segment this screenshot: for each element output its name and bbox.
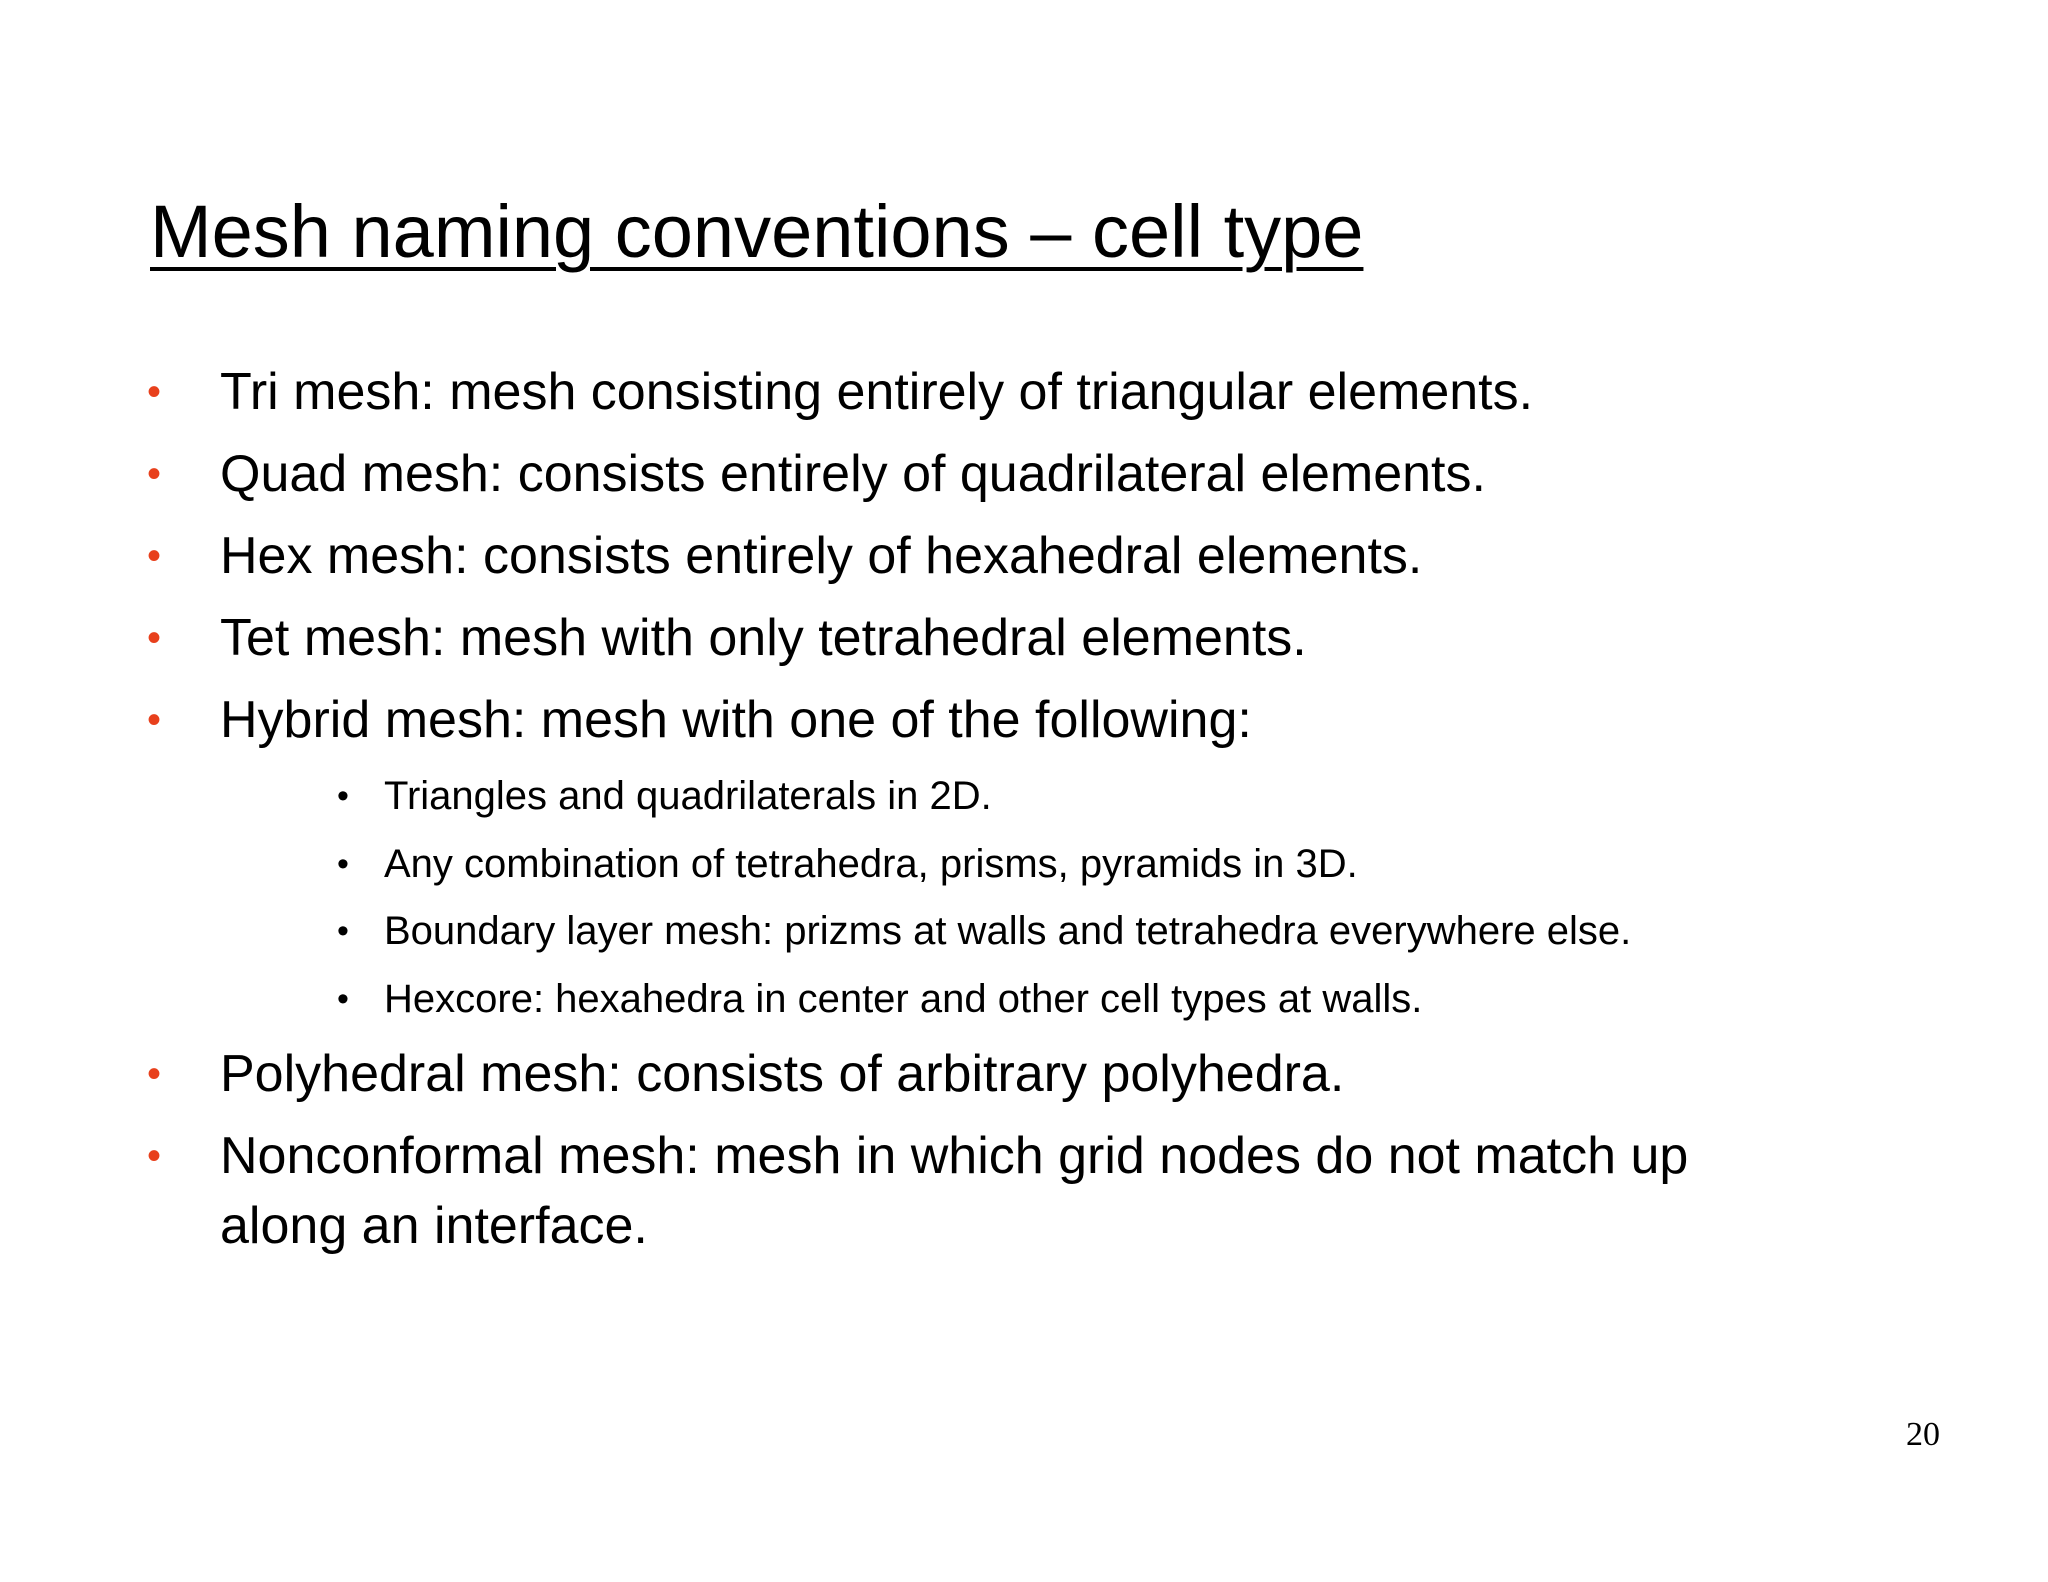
bullet-text: Polyhedral mesh: consists of arbitrary polyhedra. — [220, 1045, 1345, 1103]
bullet-text: Hybrid mesh: mesh with one of the following: — [220, 691, 1252, 749]
bullet-marker: • — [147, 452, 162, 496]
bullet-marker: • — [147, 1134, 162, 1178]
bullet-text: Quad mesh: consists entirely of quadrilateral elements. — [220, 445, 1486, 503]
bullet-marker: • — [147, 616, 162, 660]
bullet-text: Nonconformal mesh: mesh in which grid nodes do not match up — [220, 1127, 1689, 1185]
sub-bullet-marker: • — [337, 912, 349, 950]
bullet-marker: • — [147, 698, 162, 742]
sub-bullet-text: Triangles and quadrilaterals in 2D. — [384, 774, 992, 818]
sub-bullet-marker: • — [337, 777, 349, 815]
sub-bullet-marker: • — [337, 845, 349, 883]
slide-title: Mesh naming conventions – cell type — [150, 190, 1364, 273]
bullet-marker: • — [147, 370, 162, 414]
bullet-text: Tet mesh: mesh with only tetrahedral elements. — [220, 609, 1307, 667]
sub-bullet-marker: • — [337, 980, 349, 1018]
sub-bullet-text: Any combination of tetrahedra, prisms, pyramids in 3D. — [384, 842, 1358, 886]
page-number: 20 — [1906, 1416, 1940, 1453]
bullet-text: Hex mesh: consists entirely of hexahedral elements. — [220, 527, 1423, 585]
sub-bullet-text: Hexcore: hexahedra in center and other cell types at walls. — [384, 977, 1423, 1021]
bullet-text: Tri mesh: mesh consisting entirely of triangular elements. — [220, 363, 1534, 421]
bullet-marker: • — [147, 1052, 162, 1096]
sub-bullet-text: Boundary layer mesh: prizms at walls and tetrahedra everywhere else. — [384, 909, 1632, 953]
bullet-text: along an interface. — [220, 1197, 648, 1255]
bullet-marker: • — [147, 534, 162, 578]
